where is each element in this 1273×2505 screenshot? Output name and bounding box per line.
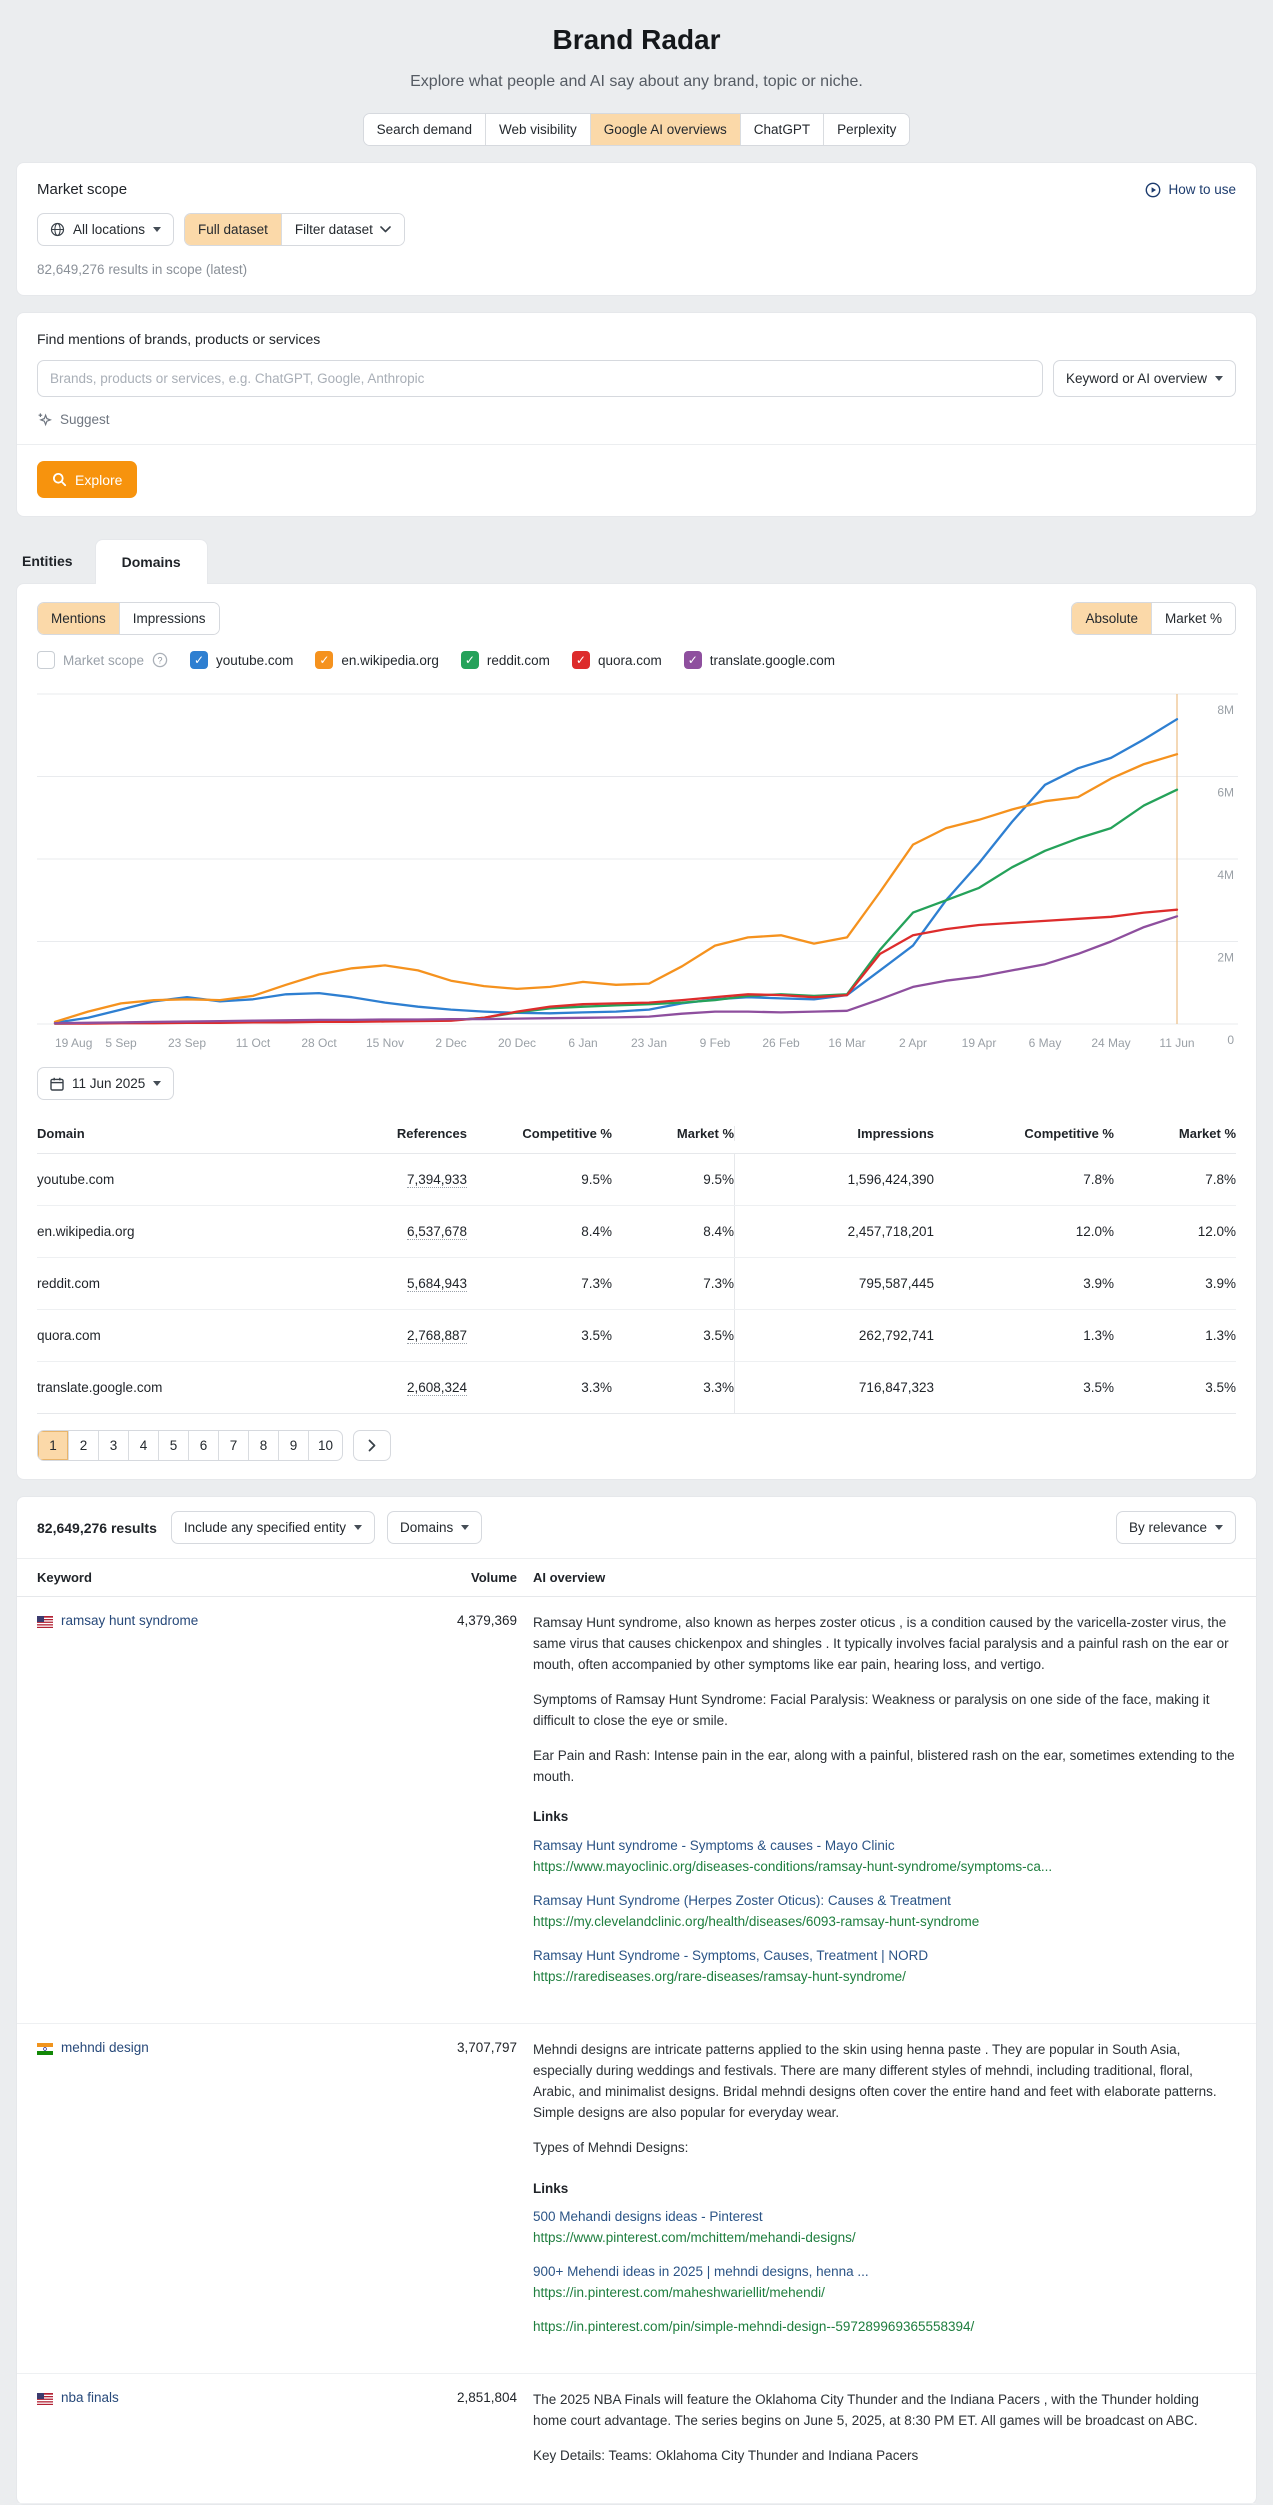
legend-label: youtube.com [216,652,294,668]
impressions-cell [734,1258,934,1309]
search-type-selector[interactable]: Keyword or AI overview [1053,360,1236,397]
chevron-down-icon [461,1525,469,1530]
ai-overview-link [533,2262,1236,2304]
market-scope-title: Market scope [37,181,128,198]
ref-market-cell: 9.5% [703,1172,734,1187]
metric-toggle [37,602,220,635]
chevron-down-icon [380,226,391,233]
impressions-cell [734,1206,934,1257]
table-row-en-wikipedia-org [37,1206,1236,1258]
location-selector[interactable]: All locations [37,213,174,246]
mode-toggle [1071,602,1236,635]
ai-overview-link [533,1946,1236,1988]
legend-label: quora.com [597,652,662,668]
volume-cell: 2,851,804 [456,2390,517,2406]
page-button-10[interactable]: 10 [308,1431,342,1460]
link-url[interactable]: https://in.pinterest.com/pin/simple-mehndi-design--597289969365558394/ [533,2319,975,2335]
keyword-link[interactable]: ramsay hunt syndrome [61,1613,199,1628]
domains-table-header: Domain References Competitive % Market % Impressions Competitive % Market % [37,1116,1236,1154]
checkbox-checked-icon[interactable]: ✓ [190,651,208,669]
page-button-2[interactable]: 2 [68,1431,98,1460]
y-axis-label: 0 [1227,1033,1234,1047]
market-scope-card [16,162,1257,296]
table-row-youtube-com [37,1154,1236,1206]
date-picker[interactable]: 11 Jun 2025 [37,1067,174,1100]
result-row-mehndi-design [17,2024,1256,2374]
ai-overview-paragraph: The 2025 NBA Finals will feature the Oklahoma City Thunder and the Indiana Pacers , with the Thunder holding home court advantage. The series begins on June 5, 2025, at 8:30 PM ET. All games will be broadcast on ABC. [533,2392,1199,2428]
ai-overview-cell [517,2040,1236,2351]
in-flag-icon [37,2043,53,2055]
references-link[interactable]: 2,768,887 [406,1328,467,1343]
keyword-cell [37,2040,317,2351]
table-row-translate-google-com [37,1362,1236,1414]
domain-cell: youtube.com [37,1172,115,1187]
references-cell [337,1206,467,1257]
sparkle-icon [37,412,52,427]
impressions-value: 262,792,741 [858,1328,934,1343]
results-count: 82,649,276 results [37,1519,157,1536]
chevron-down-icon [354,1525,362,1530]
report-type-tabs [363,113,911,146]
ai-overview-paragraph: Ear Pain and Rash: Intense pain in the ear, along with a painful, blistered rash on the ear, sometimes extending to the mouth. [533,1747,1235,1784]
references-cell [337,1362,467,1413]
result-row-nba-finals [17,2374,1256,2504]
ai-overview-paragraph: Mehndi designs are intricate patterns applied to the skin using henna paste . They are popular in South Asia, especially during weddings and festivals. There are many different styles of mehndi, including traditional, floral, Arabic, and minimalist designs. Bridal mehndi designs often cover the entire hand and feet with elaborate patterns. Simple designs are also popular for everyday wear. [533,2041,1217,2120]
market-scope-checkbox[interactable]: Market scope ? [37,651,168,669]
calendar-icon [50,1077,64,1091]
page-subtitle: Explore what people and AI say about any brand, topic or niche. [410,73,863,90]
tab-domains[interactable]: Domains [95,539,208,584]
checkbox-checked-icon[interactable]: ✓ [684,651,702,669]
y-axis-label: 4M [1217,868,1234,882]
domain-cell: reddit.com [37,1276,101,1291]
x-axis-label: 11 Oct [235,1036,271,1050]
ai-overview-paragraph: Types of Mehndi Designs: [533,2139,689,2155]
ref-market-cell: 7.3% [703,1276,734,1291]
domain-cell: quora.com [37,1328,101,1343]
y-axis-label: 6M [1217,785,1234,800]
x-axis-label: 9 Feb [699,1036,731,1050]
x-axis-label: 16 Mar [828,1036,866,1050]
entity-filter-dropdown[interactable]: Include any specified entity [171,1511,375,1544]
suggest-button[interactable]: Suggest [37,412,110,427]
svg-text:?: ? [157,655,163,666]
impressions-value: 1,596,424,390 [847,1172,934,1187]
link-title[interactable]: Ramsay Hunt Syndrome - Symptoms, Causes, Treatment | NORD [533,1948,929,1964]
search-section-title: Find mentions of brands, products or services [37,331,321,347]
us-flag-icon [37,1616,53,1628]
y-axis-label: 2M [1217,950,1234,965]
toggle-impressions[interactable]: Impressions [119,603,219,634]
page-button-7[interactable]: 7 [218,1431,248,1460]
domains-filter-dropdown[interactable]: Domains [387,1511,482,1544]
domains-card [16,583,1257,1480]
checkbox-unchecked-icon[interactable] [37,651,55,669]
legend-item-en-wikipedia-org[interactable] [315,651,439,669]
references-link[interactable]: 7,394,933 [406,1172,467,1187]
domain-cell: translate.google.com [37,1380,163,1395]
x-axis-label: 15 Nov [365,1036,405,1050]
page-buttons [37,1430,343,1461]
sort-dropdown[interactable]: By relevance [1116,1511,1236,1544]
link-title[interactable]: 500 Mehandi designs ideas - Pinterest [533,2209,763,2225]
imp-market-cell: 3.5% [1205,1380,1236,1395]
imp-competitive-cell: 7.8% [1083,1172,1114,1187]
volume-cell: 4,379,369 [456,1613,517,1628]
legend-label: en.wikipedia.org [341,652,439,668]
search-card [16,312,1257,517]
links-heading: Links [533,2180,569,2196]
table-row-quora-com [37,1310,1236,1362]
ai-overview-paragraph: Ramsay Hunt syndrome, also known as herpes zoster oticus , is a condition caused by the varicella-zoster virus, the same virus that causes chickenpox and shingles . It typically involves facial paralysis and a painful rash on the ear or mouth, often accompanied by other symptoms like ear pain, hearing loss, and vertigo. [533,1615,1229,1672]
view-tabbar [16,539,1257,583]
search-input[interactable] [37,360,1043,397]
x-axis-label: 23 Jan [630,1036,668,1050]
page-title: Brand Radar [552,24,721,55]
ref-market-cell: 8.4% [703,1224,734,1239]
page-button-8[interactable]: 8 [248,1431,278,1460]
ref-competitive-cell: 7.3% [581,1276,612,1291]
x-axis-label: 5 Sep [105,1036,137,1050]
ai-overview-link [533,1891,1236,1933]
x-axis-label: 28 Oct [301,1036,337,1050]
mentions-line-chart[interactable] [37,679,1236,1059]
references-cell [337,1310,467,1361]
checkbox-checked-icon[interactable]: ✓ [461,651,479,669]
page-button-1[interactable]: 1 [38,1431,68,1460]
link-url[interactable]: https://rarediseases.org/rare-diseases/ramsay-hunt-syndrome/ [533,1968,906,1984]
table-row-reddit-com [37,1258,1236,1310]
link-title[interactable]: Ramsay Hunt syndrome - Symptoms & causes - Mayo Clinic [533,1838,895,1854]
x-axis-label: 19 Aug [55,1036,93,1050]
ai-overview-paragraph: Symptoms of Ramsay Hunt Syndrome: Facial Paralysis: Weakness or paralysis on one side of the face, making it difficult to close the eye or smile. [533,1691,1210,1728]
link-title[interactable]: Ramsay Hunt Syndrome (Herpes Zoster Oticus): Causes & Treatment [533,1893,951,1909]
chevron-down-icon [153,227,161,232]
ai-overview-cell [517,1613,1236,2001]
dataset-toggle [184,213,405,246]
ref-competitive-cell: 3.3% [581,1380,612,1395]
series-line-en-wikipedia-org[interactable] [55,754,1177,1022]
play-circle-icon [1145,182,1161,198]
ref-market-cell: 3.5% [703,1328,734,1343]
page-button-9[interactable]: 9 [278,1431,308,1460]
dataset-filter-dataset[interactable]: Filter dataset [281,214,404,245]
links-heading: Links [533,1809,569,1825]
nav-tab-web-visibility[interactable]: Web visibility [485,114,590,145]
globe-icon [50,222,65,237]
references-cell [337,1258,467,1309]
x-axis-label: 6 May [1028,1036,1062,1050]
series-line-youtube-com[interactable] [55,719,1177,1023]
link-url[interactable]: https://www.pinterest.com/mchittem/mehandi-designs/ [533,2230,856,2246]
impressions-value: 2,457,718,201 [847,1224,934,1239]
imp-competitive-cell: 12.0% [1075,1224,1114,1239]
x-axis-label: 20 Dec [497,1036,537,1050]
toggle-absolute[interactable]: Absolute [1072,603,1151,634]
card-divider [17,444,1256,445]
checkbox-checked-icon[interactable]: ✓ [315,651,333,669]
x-axis-label: 19 Apr [961,1036,997,1050]
nav-tab-google-ai-overviews[interactable]: Google AI overviews [590,114,740,145]
keyword-cell [37,1613,317,2001]
legend-item-translate-google-com[interactable] [684,651,835,669]
link-title[interactable]: 900+ Mehendi ideas in 2025 | mehndi designs, henna ... [533,2264,869,2280]
imp-competitive-cell: 3.5% [1083,1380,1114,1395]
legend-item-quora-com[interactable] [572,651,662,669]
impressions-value: 795,587,445 [858,1276,934,1291]
keyword-cell [37,2390,317,2481]
result-row-ramsay-hunt-syndrome [17,1597,1256,2024]
help-circle-icon[interactable] [152,652,168,668]
legend-item-youtube-com[interactable] [190,651,293,669]
x-axis-label: 23 Sep [167,1036,207,1050]
checkbox-checked-icon[interactable]: ✓ [572,651,590,669]
how-to-use-link[interactable]: How to use [1145,182,1236,198]
us-flag-icon [37,2393,53,2405]
chart-legend [37,651,1236,669]
nav-tab-search-demand[interactable]: Search demand [364,114,485,145]
tab-entities[interactable]: Entities [22,553,73,569]
ai-overview-link [533,1836,1236,1878]
page-header [0,0,1273,146]
series-line-translate-google-com[interactable] [55,916,1177,1023]
x-axis-label: 2 Apr [898,1036,928,1050]
link-url[interactable]: https://my.clevelandclinic.org/health/diseases/6093-ramsay-hunt-syndrome [533,1914,980,1930]
references-link[interactable]: 2,608,324 [406,1380,467,1395]
results-table-header: Keyword Volume AI overview [17,1559,1256,1597]
page-button-3[interactable]: 3 [98,1431,128,1460]
imp-competitive-cell: 3.9% [1083,1276,1114,1291]
ai-overview-cell [517,2390,1236,2481]
imp-competitive-cell: 1.3% [1083,1328,1114,1343]
y-axis-label: 8M [1217,703,1234,717]
imp-market-cell: 1.3% [1205,1328,1236,1343]
nav-tab-perplexity[interactable]: Perplexity [823,114,909,145]
impressions-cell [734,1310,934,1361]
ref-competitive-cell: 8.4% [581,1224,612,1239]
imp-market-cell: 3.9% [1205,1276,1236,1291]
explore-button[interactable]: Explore [37,461,137,498]
toggle-market-pct[interactable]: Market % [1151,603,1235,634]
chevron-right-icon [368,1439,376,1452]
page-button-4[interactable]: 4 [128,1431,158,1460]
references-cell [337,1154,467,1205]
legend-label: reddit.com [486,652,550,668]
page-button-6[interactable]: 6 [188,1431,218,1460]
x-axis-label: 2 Dec [435,1036,467,1050]
ai-overview-paragraph: Key Details: Teams: Oklahoma City Thunder and Indiana Pacers [533,2447,919,2463]
ai-overview-link [533,2317,1236,2338]
keyword-link[interactable]: nba finals [61,2390,119,2406]
chevron-down-icon [1215,1525,1223,1530]
dataset-full-dataset[interactable]: Full dataset [185,214,281,245]
domains-table [37,1116,1236,1414]
imp-market-cell: 7.8% [1205,1172,1236,1187]
ref-competitive-cell: 3.5% [581,1328,612,1343]
link-url[interactable]: https://www.mayoclinic.org/diseases-conditions/ramsay-hunt-syndrome/symptoms-ca... [533,1859,1053,1875]
ref-competitive-cell: 9.5% [581,1172,612,1187]
x-axis-label: 6 Jan [568,1036,598,1050]
nav-tab-chatgpt[interactable]: ChatGPT [740,114,823,145]
page-button-5[interactable]: 5 [158,1431,188,1460]
results-card [16,1496,1257,2505]
results-in-scope: 82,649,276 results in scope (latest) [37,262,248,277]
x-axis-label: 11 Jun [1159,1036,1195,1050]
legend-item-reddit-com[interactable] [461,651,550,669]
next-page-button[interactable] [353,1430,391,1461]
volume-cell: 3,707,797 [456,2039,517,2055]
toggle-mentions[interactable]: Mentions [38,603,119,634]
impressions-cell [734,1154,934,1205]
impressions-cell [734,1362,934,1413]
keyword-link[interactable]: mehndi design [61,2039,149,2055]
legend-label: translate.google.com [709,652,836,668]
x-axis-label: 26 Feb [762,1036,800,1050]
pagination [37,1430,1236,1461]
references-link[interactable]: 5,684,943 [406,1276,467,1291]
impressions-value: 716,847,323 [858,1380,934,1395]
references-link[interactable]: 6,537,678 [406,1224,467,1239]
imp-market-cell: 12.0% [1197,1224,1236,1239]
chevron-down-icon [1215,376,1223,381]
x-axis-label: 24 May [1091,1036,1131,1050]
chevron-down-icon [153,1081,161,1086]
domain-cell: en.wikipedia.org [37,1224,135,1239]
link-url[interactable]: https://in.pinterest.com/maheshwariellit/mehendi/ [533,2285,825,2301]
search-icon [52,472,67,487]
ai-overview-link [533,2207,1236,2249]
ref-market-cell: 3.3% [703,1380,734,1395]
